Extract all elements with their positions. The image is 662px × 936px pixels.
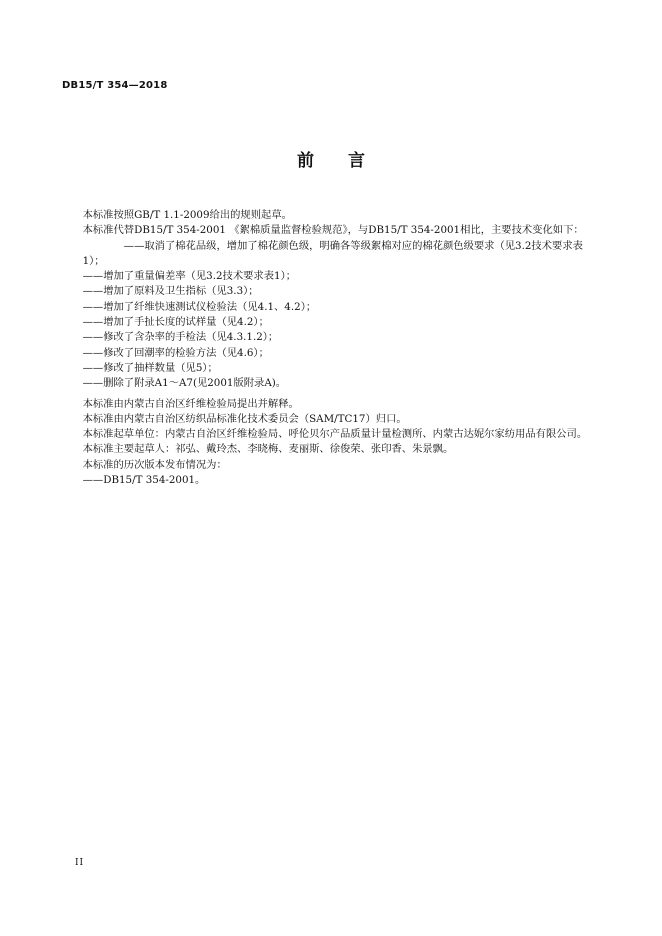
paragraph-proposer: 本标准由内蒙古自治区纤维检验局提出并解释。 (82, 397, 299, 410)
change-list-item: ——增加了重量偏差率（见3.2技术要求表1）； (82, 270, 297, 283)
paragraph-centralized-by: 本标准由内蒙古自治区纺织品标准化技术委员会（SAM/TC17）归口。 (82, 412, 407, 425)
change-list-item: ——取消了棉花品级，增加了棉花颜色级，明确各等级絮棉对应的棉花颜色级要求（见3.2技术要求表1）； (82, 239, 583, 267)
change-list-item: ——修改了含杂率的手检法（见4.3.1.2）； (82, 331, 279, 344)
change-list-item: ——增加了原料及卫生指标（见3.3）； (82, 285, 259, 298)
change-list-item: ——修改了抽样数量（见5）； (82, 361, 218, 374)
change-list-item: ——增加了纤维快速测试仪检验法（见4.1、4.2）； (82, 300, 317, 313)
standard-number-header: DB15/T 354—2018 (62, 80, 168, 91)
page-number: II (75, 858, 85, 868)
change-list-item: ——增加了手扯长度的试样量（见4.2）； (82, 316, 269, 329)
page-title (0, 146, 662, 171)
paragraph-drafters: 本标准主要起草人：祁弘、戴玲杰、李晓梅、麦丽斯、徐俊荣、张印香、朱景飘。 (82, 443, 454, 456)
title-char-1: 前 (297, 151, 314, 171)
paragraph-replacement-info: 本标准代替DB15/T 354-2001 《絮棉质量监督检验规范》，与DB15/T 354-2001相比，主要技术变化如下： (82, 224, 584, 237)
version-list-item: ——DB15/T 354-2001。 (82, 474, 206, 487)
foreword-body (62, 208, 602, 488)
change-list-item: ——删除了附录A1～A7(见2001版附录A)。 (82, 377, 287, 390)
title-char-2: 言 (348, 151, 365, 171)
change-list-item: ——修改了回潮率的检验方法（见4.6）； (82, 346, 269, 359)
paragraph-version-history: 本标准的历次版本发布情况为： (82, 458, 227, 471)
paragraph-drafting-rules: 本标准按照GB/T 1.1-2009给出的规则起草。 (82, 209, 292, 221)
paragraph-drafting-units: 本标准起草单位：内蒙古自治区纤维检验局、呼伦贝尔产品质量计量检测所、内蒙古达妮尔家纺用品有限公司。 (82, 428, 588, 441)
